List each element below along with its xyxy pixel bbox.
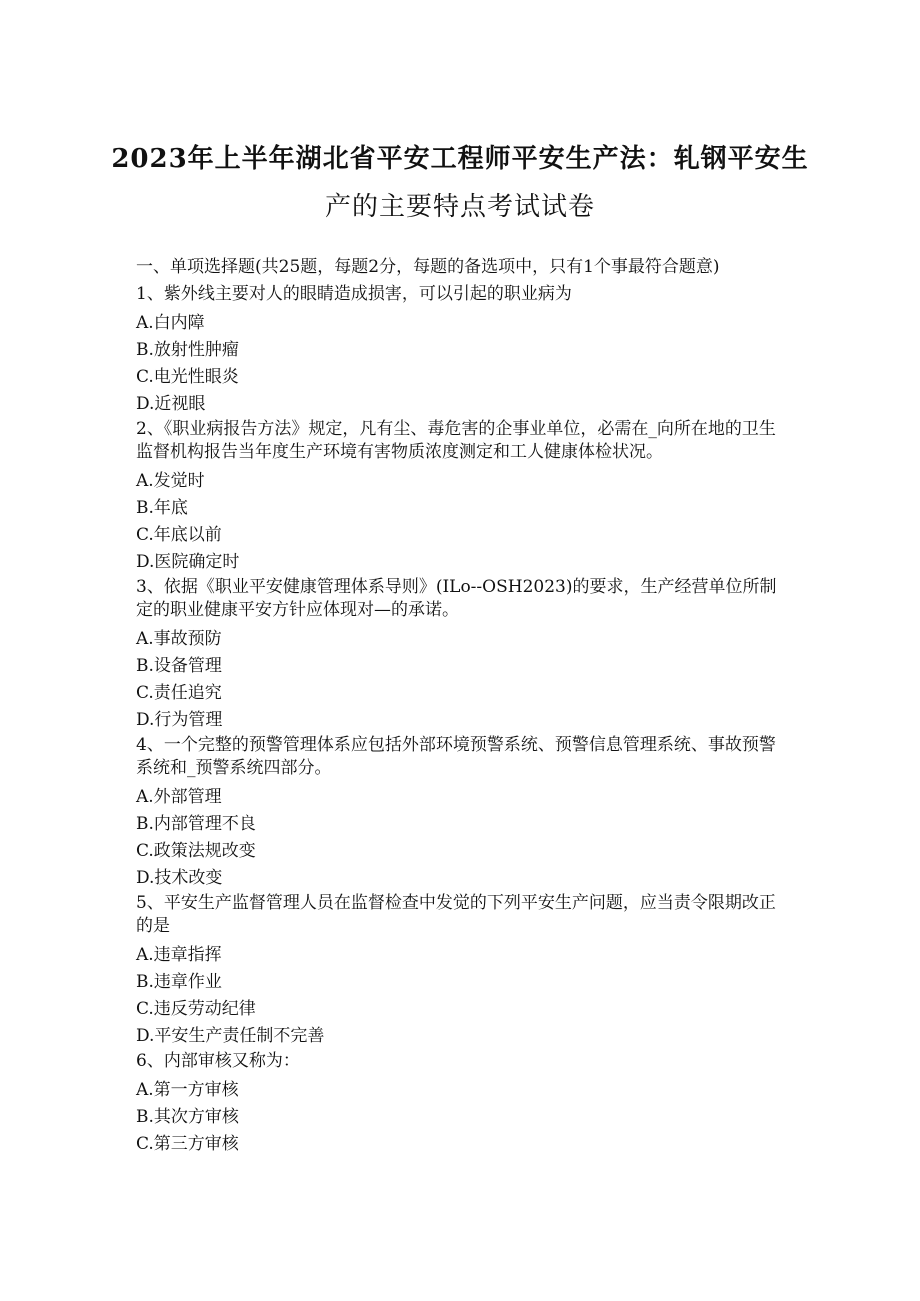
question-stem: 5、平安生产监督管理人员在监督检查中发觉的下列平安生产问题，应当责令限期改正的是 xyxy=(136,893,776,936)
question-stem: 4、一个完整的预警管理体系应包括外部环境预警系统、预警信息管理系统、事故预警系统和_预警系统四部分。 xyxy=(136,735,776,778)
option-c: C.第三方审核 xyxy=(136,1134,239,1154)
option-a: A.发觉时 xyxy=(136,471,205,491)
option-b: B.放射性肿瘤 xyxy=(136,340,239,360)
option-c: C.年底以前 xyxy=(136,525,222,545)
option-a: A.事故预防 xyxy=(136,629,222,649)
option-c: C.电光性眼炎 xyxy=(136,367,239,387)
option-b: B.内部管理不良 xyxy=(136,814,256,834)
section-heading: 一、单项选择题(共25题，每题2分，每题的备选项中，只有1个事最符合题意) xyxy=(136,257,720,277)
question-6 xyxy=(136,1050,784,1158)
option-b: B.设备管理 xyxy=(136,656,222,676)
option-d: D.技术改变 xyxy=(136,868,223,888)
option-c: C.违反劳动纪律 xyxy=(136,999,256,1019)
option-d: D.平安生产责任制不完善 xyxy=(136,1026,325,1046)
option-c: C.政策法规改变 xyxy=(136,841,256,861)
option-d: D.医院确定时 xyxy=(136,552,240,572)
question-5 xyxy=(136,892,784,1050)
question-3 xyxy=(136,576,784,734)
option-a: A.第一方审核 xyxy=(136,1080,239,1100)
option-b: B.违章作业 xyxy=(136,972,222,992)
document-body xyxy=(136,256,784,1158)
question-stem: 2、《职业病报告方法》规定，凡有尘、毒危害的企事业单位，必需在_向所在地的卫生监督机构报告当年度生产环境有害物质浓度测定和工人健康体检状况。 xyxy=(136,419,776,462)
question-4 xyxy=(136,734,784,892)
document-title-line-2: 产的主要特点考试试卷 xyxy=(324,192,595,222)
option-c: C.责任追究 xyxy=(136,683,222,703)
option-b: B.其次方审核 xyxy=(136,1107,239,1127)
question-stem: 1、紫外线主要对人的眼睛造成损害，可以引起的职业病为 xyxy=(136,284,572,304)
question-2 xyxy=(136,418,784,576)
document-title-line-1: 2023年上半年湖北省平安工程师平安生产法：轧钢平安生 xyxy=(111,144,809,174)
option-b: B.年底 xyxy=(136,498,188,518)
option-d: D.行为管理 xyxy=(136,710,223,730)
option-a: A.外部管理 xyxy=(136,787,222,807)
option-a: A.违章指挥 xyxy=(136,945,222,965)
question-stem: 3、依据《职业平安健康管理体系导则》(ILo--OSH2023)的要求，生产经营单位所制定的职业健康平安方针应体现对—的承诺。 xyxy=(136,577,777,620)
option-a: A.白内障 xyxy=(136,313,205,333)
question-stem: 6、内部审核又称为： xyxy=(136,1051,300,1071)
question-1 xyxy=(136,283,784,418)
option-d: D.近视眼 xyxy=(136,394,206,414)
